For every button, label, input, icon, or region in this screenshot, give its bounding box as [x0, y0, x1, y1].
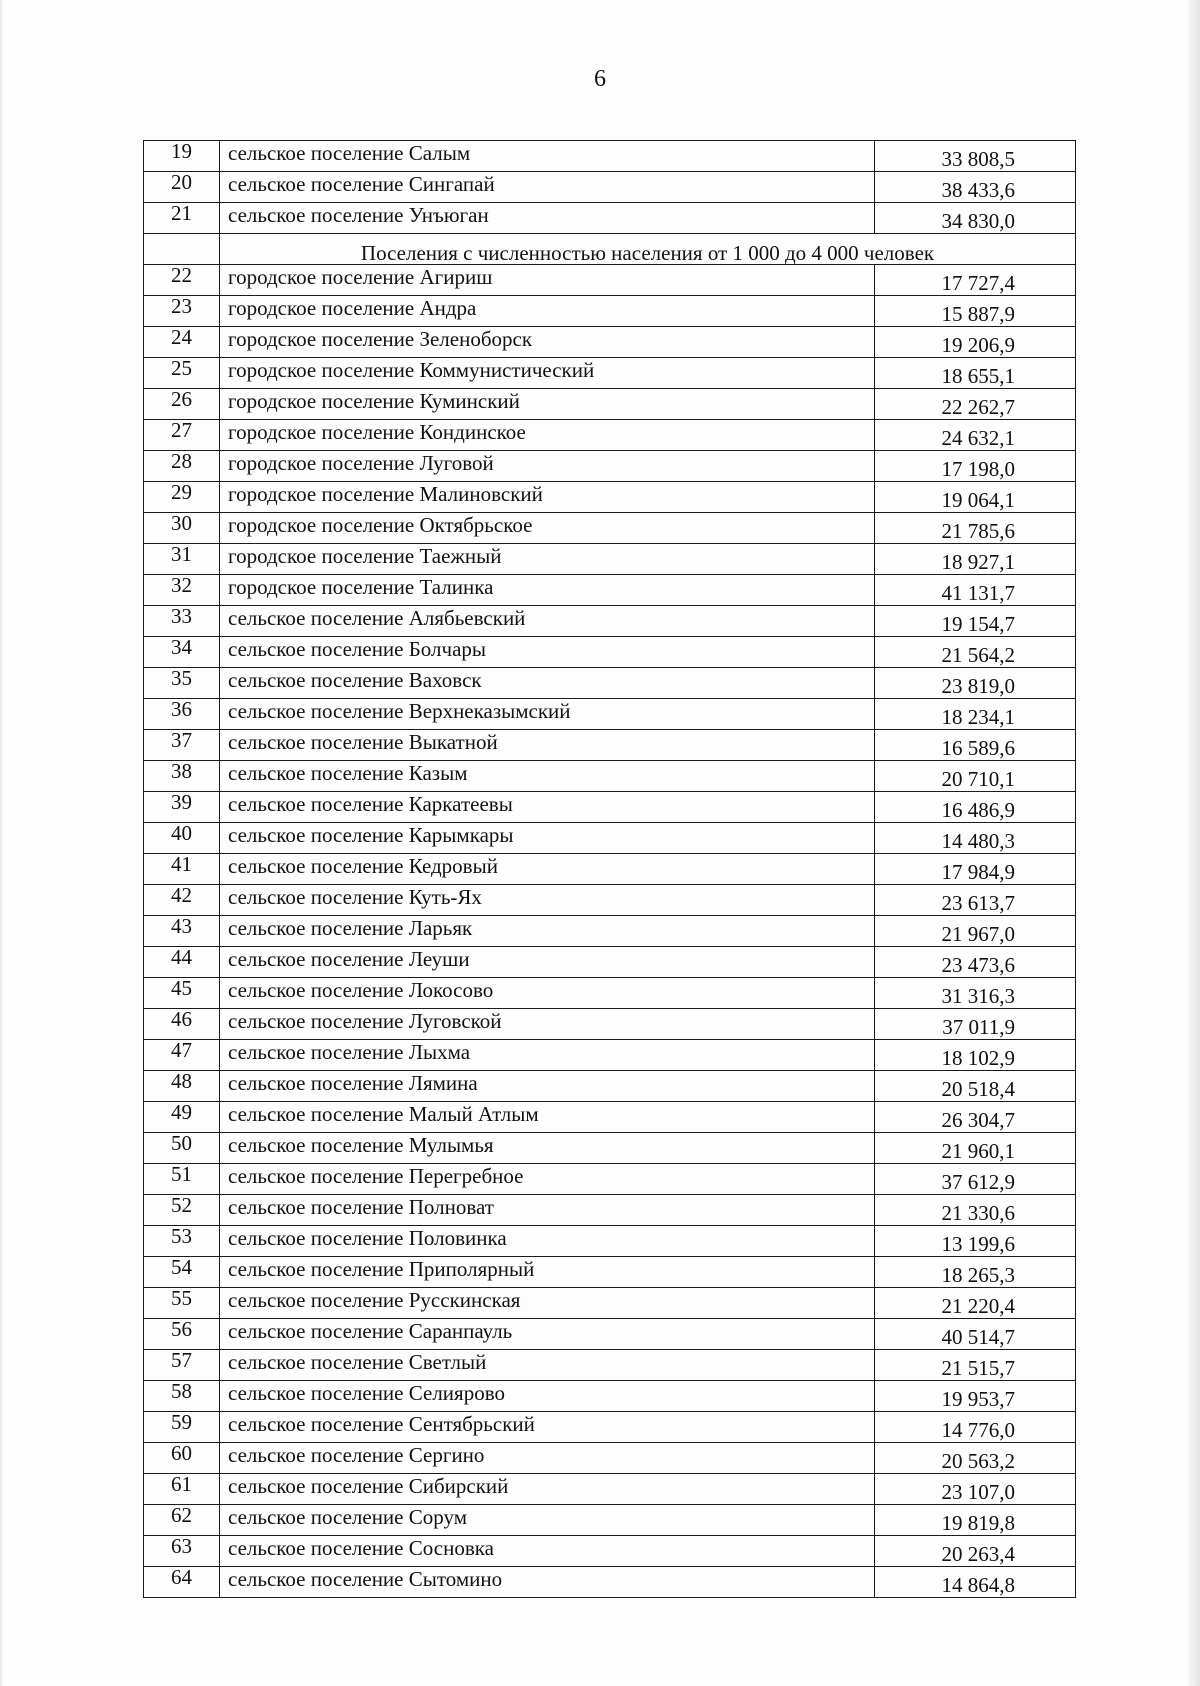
row-number: 51 — [144, 1164, 220, 1195]
table-row — [144, 482, 1076, 513]
settlement-name: сельское поселение Карымкары — [220, 823, 875, 854]
row-number: 34 — [144, 637, 220, 668]
row-number: 26 — [144, 389, 220, 420]
settlement-value: 18 102,9 — [875, 1040, 1076, 1071]
row-number: 39 — [144, 792, 220, 823]
settlement-value: 20 563,2 — [875, 1443, 1076, 1474]
settlement-value: 19 154,7 — [875, 606, 1076, 637]
settlement-value: 16 486,9 — [875, 792, 1076, 823]
row-number: 43 — [144, 916, 220, 947]
table-row — [144, 1474, 1076, 1505]
settlement-value: 15 887,9 — [875, 296, 1076, 327]
settlement-name: сельское поселение Русскинская — [220, 1288, 875, 1319]
row-number: 54 — [144, 1257, 220, 1288]
settlement-name: сельское поселение Кедровый — [220, 854, 875, 885]
settlement-value: 24 632,1 — [875, 420, 1076, 451]
settlement-name: городское поселение Коммунистический — [220, 358, 875, 389]
settlement-name: сельское поселение Приполярный — [220, 1257, 875, 1288]
settlement-name: городское поселение Луговой — [220, 451, 875, 482]
settlement-value: 14 480,3 — [875, 823, 1076, 854]
settlement-value: 26 304,7 — [875, 1102, 1076, 1133]
settlement-name: сельское поселение Полноват — [220, 1195, 875, 1226]
table-row — [144, 1133, 1076, 1164]
row-number: 61 — [144, 1474, 220, 1505]
settlements-table-body — [144, 141, 1076, 1598]
settlement-name: сельское поселение Светлый — [220, 1350, 875, 1381]
settlement-name: сельское поселение Алябьевский — [220, 606, 875, 637]
row-number: 20 — [144, 172, 220, 203]
settlement-name: сельское поселение Унъюган — [220, 203, 875, 234]
settlement-value: 18 655,1 — [875, 358, 1076, 389]
settlement-name: сельское поселение Каркатеевы — [220, 792, 875, 823]
row-number: 30 — [144, 513, 220, 544]
row-number: 32 — [144, 575, 220, 606]
table-row — [144, 141, 1076, 172]
table-row — [144, 1257, 1076, 1288]
table-row — [144, 451, 1076, 482]
row-number: 41 — [144, 854, 220, 885]
settlement-value: 16 589,6 — [875, 730, 1076, 761]
table-row — [144, 699, 1076, 730]
settlement-value: 18 234,1 — [875, 699, 1076, 730]
settlement-name: сельское поселение Салым — [220, 141, 875, 172]
settlement-value: 21 960,1 — [875, 1133, 1076, 1164]
table-row — [144, 1226, 1076, 1257]
settlement-value: 21 967,0 — [875, 916, 1076, 947]
settlement-name: сельское поселение Перегребное — [220, 1164, 875, 1195]
settlement-value: 34 830,0 — [875, 203, 1076, 234]
settlement-name: сельское поселение Луговской — [220, 1009, 875, 1040]
group-heading: Поселения с численностью населения от 1 000 до 4 000 человек — [220, 234, 1076, 265]
table-row — [144, 1319, 1076, 1350]
row-number: 45 — [144, 978, 220, 1009]
table-row — [144, 792, 1076, 823]
table-row — [144, 1288, 1076, 1319]
row-number: 60 — [144, 1443, 220, 1474]
row-number: 28 — [144, 451, 220, 482]
table-row — [144, 1505, 1076, 1536]
settlement-name: сельское поселение Сорум — [220, 1505, 875, 1536]
row-number: 35 — [144, 668, 220, 699]
table-row — [144, 1567, 1076, 1598]
settlement-name: сельское поселение Сингапай — [220, 172, 875, 203]
settlement-value: 22 262,7 — [875, 389, 1076, 420]
settlement-name: сельское поселение Мулымья — [220, 1133, 875, 1164]
settlement-value: 23 107,0 — [875, 1474, 1076, 1505]
table-row — [144, 730, 1076, 761]
settlement-name: сельское поселение Сибирский — [220, 1474, 875, 1505]
table-row — [144, 1009, 1076, 1040]
row-number: 19 — [144, 141, 220, 172]
settlement-value: 17 198,0 — [875, 451, 1076, 482]
row-number: 24 — [144, 327, 220, 358]
row-number: 29 — [144, 482, 220, 513]
row-number: 48 — [144, 1071, 220, 1102]
settlement-name: сельское поселение Ваховск — [220, 668, 875, 699]
settlement-value: 40 514,7 — [875, 1319, 1076, 1350]
table-row — [144, 916, 1076, 947]
settlement-name: городское поселение Куминский — [220, 389, 875, 420]
table-row — [144, 823, 1076, 854]
settlement-value: 20 518,4 — [875, 1071, 1076, 1102]
settlement-value: 13 199,6 — [875, 1226, 1076, 1257]
table-row — [144, 1536, 1076, 1567]
table-row — [144, 327, 1076, 358]
page-number: 6 — [594, 66, 606, 92]
table-row — [144, 1195, 1076, 1226]
row-number: 52 — [144, 1195, 220, 1226]
group-heading-number-cell — [144, 234, 220, 265]
table-row — [144, 978, 1076, 1009]
table-row — [144, 1381, 1076, 1412]
scan-right-edge — [1186, 0, 1200, 1686]
settlement-name: сельское поселение Локосово — [220, 978, 875, 1009]
settlement-value: 38 433,6 — [875, 172, 1076, 203]
settlement-value: 19 819,8 — [875, 1505, 1076, 1536]
settlement-value: 21 330,6 — [875, 1195, 1076, 1226]
table-row — [144, 761, 1076, 792]
settlement-value: 14 776,0 — [875, 1412, 1076, 1443]
row-number: 42 — [144, 885, 220, 916]
settlement-name: сельское поселение Сентябрьский — [220, 1412, 875, 1443]
row-number: 21 — [144, 203, 220, 234]
settlement-name: городское поселение Зеленоборск — [220, 327, 875, 358]
table-row — [144, 1443, 1076, 1474]
settlement-name: сельское поселение Саранпауль — [220, 1319, 875, 1350]
row-number: 56 — [144, 1319, 220, 1350]
row-number: 64 — [144, 1567, 220, 1598]
settlement-name: городское поселение Талинка — [220, 575, 875, 606]
settlement-name: сельское поселение Сергино — [220, 1443, 875, 1474]
table-row — [144, 513, 1076, 544]
table-row — [144, 637, 1076, 668]
row-number: 36 — [144, 699, 220, 730]
scan-left-edge — [0, 0, 4, 1686]
settlement-name: сельское поселение Выкатной — [220, 730, 875, 761]
settlement-value: 18 265,3 — [875, 1257, 1076, 1288]
table-row — [144, 1412, 1076, 1443]
group-heading-row — [144, 234, 1076, 265]
settlement-name: сельское поселение Верхнеказымский — [220, 699, 875, 730]
table-row — [144, 668, 1076, 699]
settlement-value: 33 808,5 — [875, 141, 1076, 172]
settlement-name: сельское поселение Болчары — [220, 637, 875, 668]
row-number: 63 — [144, 1536, 220, 1567]
table-row — [144, 265, 1076, 296]
table-row — [144, 420, 1076, 451]
table-row — [144, 172, 1076, 203]
row-number: 31 — [144, 544, 220, 575]
settlement-name: сельское поселение Половинка — [220, 1226, 875, 1257]
settlement-value: 23 473,6 — [875, 947, 1076, 978]
settlement-value: 21 220,4 — [875, 1288, 1076, 1319]
row-number: 59 — [144, 1412, 220, 1443]
table-row — [144, 1071, 1076, 1102]
row-number: 57 — [144, 1350, 220, 1381]
settlement-value: 37 011,9 — [875, 1009, 1076, 1040]
table-row — [144, 575, 1076, 606]
settlement-value: 21 515,7 — [875, 1350, 1076, 1381]
settlement-value: 37 612,9 — [875, 1164, 1076, 1195]
settlement-name: сельское поселение Ларьяк — [220, 916, 875, 947]
row-number: 25 — [144, 358, 220, 389]
settlement-name: сельское поселение Малый Атлым — [220, 1102, 875, 1133]
settlement-name: городское поселение Малиновский — [220, 482, 875, 513]
settlement-value: 23 819,0 — [875, 668, 1076, 699]
row-number: 33 — [144, 606, 220, 637]
settlement-name: городское поселение Таежный — [220, 544, 875, 575]
settlement-value: 19 064,1 — [875, 482, 1076, 513]
row-number: 37 — [144, 730, 220, 761]
settlement-name: сельское поселение Куть-Ях — [220, 885, 875, 916]
settlement-name: городское поселение Агириш — [220, 265, 875, 296]
table-row — [144, 885, 1076, 916]
row-number: 44 — [144, 947, 220, 978]
settlement-name: сельское поселение Сосновка — [220, 1536, 875, 1567]
settlement-value: 19 953,7 — [875, 1381, 1076, 1412]
settlement-value: 17 984,9 — [875, 854, 1076, 885]
table-row — [144, 1040, 1076, 1071]
row-number: 27 — [144, 420, 220, 451]
table-row — [144, 947, 1076, 978]
settlement-value: 21 785,6 — [875, 513, 1076, 544]
table-row — [144, 854, 1076, 885]
settlement-name: сельское поселение Казым — [220, 761, 875, 792]
settlement-name: сельское поселение Сытомино — [220, 1567, 875, 1598]
settlement-name: сельское поселение Леуши — [220, 947, 875, 978]
settlement-name: городское поселение Октябрьское — [220, 513, 875, 544]
settlement-name: городское поселение Андра — [220, 296, 875, 327]
settlement-value: 20 263,4 — [875, 1536, 1076, 1567]
table-row — [144, 203, 1076, 234]
table-row — [144, 389, 1076, 420]
settlement-value: 18 927,1 — [875, 544, 1076, 575]
row-number: 50 — [144, 1133, 220, 1164]
settlement-name: сельское поселение Лямина — [220, 1071, 875, 1102]
row-number: 58 — [144, 1381, 220, 1412]
row-number: 46 — [144, 1009, 220, 1040]
row-number: 62 — [144, 1505, 220, 1536]
settlement-value: 31 316,3 — [875, 978, 1076, 1009]
table-row — [144, 1350, 1076, 1381]
table-row — [144, 1102, 1076, 1133]
row-number: 53 — [144, 1226, 220, 1257]
settlement-name: сельское поселение Селиярово — [220, 1381, 875, 1412]
table-row — [144, 296, 1076, 327]
table-row — [144, 606, 1076, 637]
row-number: 22 — [144, 265, 220, 296]
row-number: 38 — [144, 761, 220, 792]
row-number: 40 — [144, 823, 220, 854]
row-number: 23 — [144, 296, 220, 327]
settlement-value: 41 131,7 — [875, 575, 1076, 606]
settlement-value: 19 206,9 — [875, 327, 1076, 358]
row-number: 49 — [144, 1102, 220, 1133]
settlement-value: 17 727,4 — [875, 265, 1076, 296]
settlement-value: 23 613,7 — [875, 885, 1076, 916]
settlement-value: 20 710,1 — [875, 761, 1076, 792]
table-row — [144, 544, 1076, 575]
settlements-table — [143, 140, 1076, 1598]
table-row — [144, 1164, 1076, 1195]
row-number: 47 — [144, 1040, 220, 1071]
settlement-name: городское поселение Кондинское — [220, 420, 875, 451]
row-number: 55 — [144, 1288, 220, 1319]
settlement-value: 14 864,8 — [875, 1567, 1076, 1598]
settlement-name: сельское поселение Лыхма — [220, 1040, 875, 1071]
settlement-value: 21 564,2 — [875, 637, 1076, 668]
table-row — [144, 358, 1076, 389]
